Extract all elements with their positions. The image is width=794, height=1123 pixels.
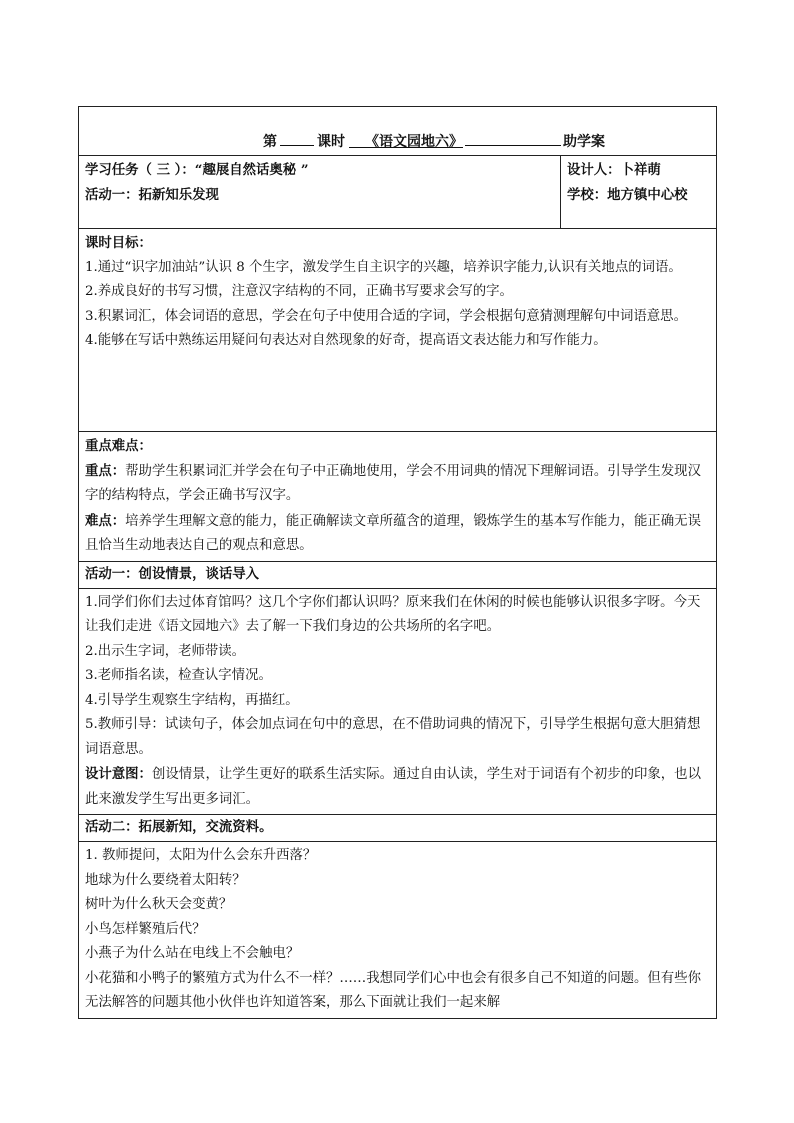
page-title bbox=[263, 128, 710, 155]
goals-row bbox=[79, 229, 717, 432]
key-text: 帮助学生积累词汇并学会在句子中正确地使用，学会不用词典的情况下理解词语。引导学生发现汉字的结构特点，学会正确书写汉字。 bbox=[85, 463, 701, 503]
task-row bbox=[79, 156, 717, 229]
goal-item: 2.养成良好的书写习惯，注意汉字结构的不同，正确书写要求会写的字。 bbox=[85, 284, 513, 299]
task-title: 学习任务（ 三 ）：“趣展自然话奥秘 ” bbox=[85, 162, 309, 178]
title-suffix: 助学案 bbox=[563, 133, 605, 150]
goal-item: 4.能够在写话中熟练运用疑问句表达对自然现象的好奇，提高语文表达能力和写作能力。 bbox=[85, 333, 607, 348]
activity2-item: 小燕子为什么站在电线上不会触电？ bbox=[85, 946, 300, 961]
activity2-heading: 活动二：拓展新知，交流资料。 bbox=[79, 815, 717, 842]
activity1-item: 1.同学们你们去过体育馆吗？这几个字你们都认识吗？原来我们在休闲的时候也能够认识很多字呀。今天让我们走进《语文园地六》去了解一下我们身边的公共场所的名字吧。 bbox=[85, 594, 701, 634]
course-title: 《语文园地六》 bbox=[349, 130, 463, 148]
activity2-item: 1. 教师提问，太阳为什么会东升西落？ bbox=[85, 848, 317, 863]
activity1-row bbox=[79, 588, 717, 815]
goals-cell bbox=[79, 229, 717, 432]
intent-text: 创设情景，让学生更好的联系生活实际。通过自由认读，学生对于词语有个初步的印象，也以此来激发学生写出更多词汇。 bbox=[85, 767, 701, 807]
key-point bbox=[85, 459, 710, 509]
designer-cell bbox=[561, 156, 717, 229]
task-cell bbox=[79, 156, 561, 229]
lesson-plan-table bbox=[78, 106, 717, 1019]
activity1-heading: 活动一：创设情景，谈话导入 bbox=[79, 561, 717, 588]
intent-label: 设计意图： bbox=[85, 766, 152, 782]
designer: 设计人：卜祥萌 bbox=[567, 162, 661, 178]
activity1-item: 4.引导学生观察生字结构，再描红。 bbox=[85, 692, 299, 708]
title-lesson-word: 课时 bbox=[317, 133, 345, 150]
key-points-row bbox=[79, 432, 717, 562]
activity2-item: 地球为什么要绕着太阳转？ bbox=[85, 872, 246, 888]
title-cell bbox=[79, 107, 717, 156]
activity2-item: 小鸟怎样繁殖后代？ bbox=[85, 921, 206, 937]
title-prefix: 第 bbox=[263, 133, 277, 150]
activity2-heading-row bbox=[79, 815, 717, 842]
key-points-cell bbox=[79, 432, 717, 562]
key-points-heading: 重点难点： bbox=[85, 438, 152, 454]
activity1-heading-row bbox=[79, 561, 717, 588]
activity1-item: 3.老师指名读，检查认字情况。 bbox=[85, 668, 272, 683]
activity2-item: 小花猫和小鸭子的繁殖方式为什么不一样？……我想同学们心中也会有很多自己不知道的问题。但有些你无法解答的问题其他小伙伴也许知道答案，那么下面就让我们一起来解 bbox=[85, 970, 701, 1010]
school: 学校：地方镇中心校 bbox=[567, 186, 688, 203]
activity1-cell bbox=[79, 588, 717, 815]
title-blank bbox=[465, 128, 561, 146]
goal-item: 3.积累词汇，体会词语的意思，学会在句子中使用合适的字词，学会根据句意猜测理解句中词语意思。 bbox=[85, 308, 687, 324]
activity1-item: 5.教师引导：试读句子，体会加点词在句中的意思，在不借助词典的情况下，引导学生根据句意大胆猜想词语意思。 bbox=[85, 717, 701, 757]
activity2-cell bbox=[79, 842, 717, 1019]
difficult-label: 难点： bbox=[85, 512, 126, 529]
title-row bbox=[79, 107, 717, 156]
activity2-row bbox=[79, 842, 717, 1019]
task-activity: 活动一：拓新知乐发现 bbox=[85, 186, 219, 203]
activity2-item: 树叶为什么秋天会变黄？ bbox=[85, 897, 233, 912]
difficult-point bbox=[85, 509, 710, 559]
difficult-text: 培养学生理解文意的能力，能正确解读文章所蕴含的道理，锻炼学生的基本写作能力，能正确无误且恰当生动地表达自己的观点和意思。 bbox=[85, 513, 701, 553]
goals-heading: 课时目标： bbox=[85, 235, 152, 251]
key-label: 重点： bbox=[85, 462, 126, 479]
lesson-number-blank bbox=[280, 128, 314, 146]
activity1-item: 2.出示生字词，老师带读。 bbox=[85, 643, 246, 659]
design-intent bbox=[85, 762, 710, 812]
goal-item: 1.通过“识字加油站”认识 8 个生字，激发学生自主识字的兴趣，培养识字能力,认识有关地点的词语。 bbox=[85, 259, 682, 275]
